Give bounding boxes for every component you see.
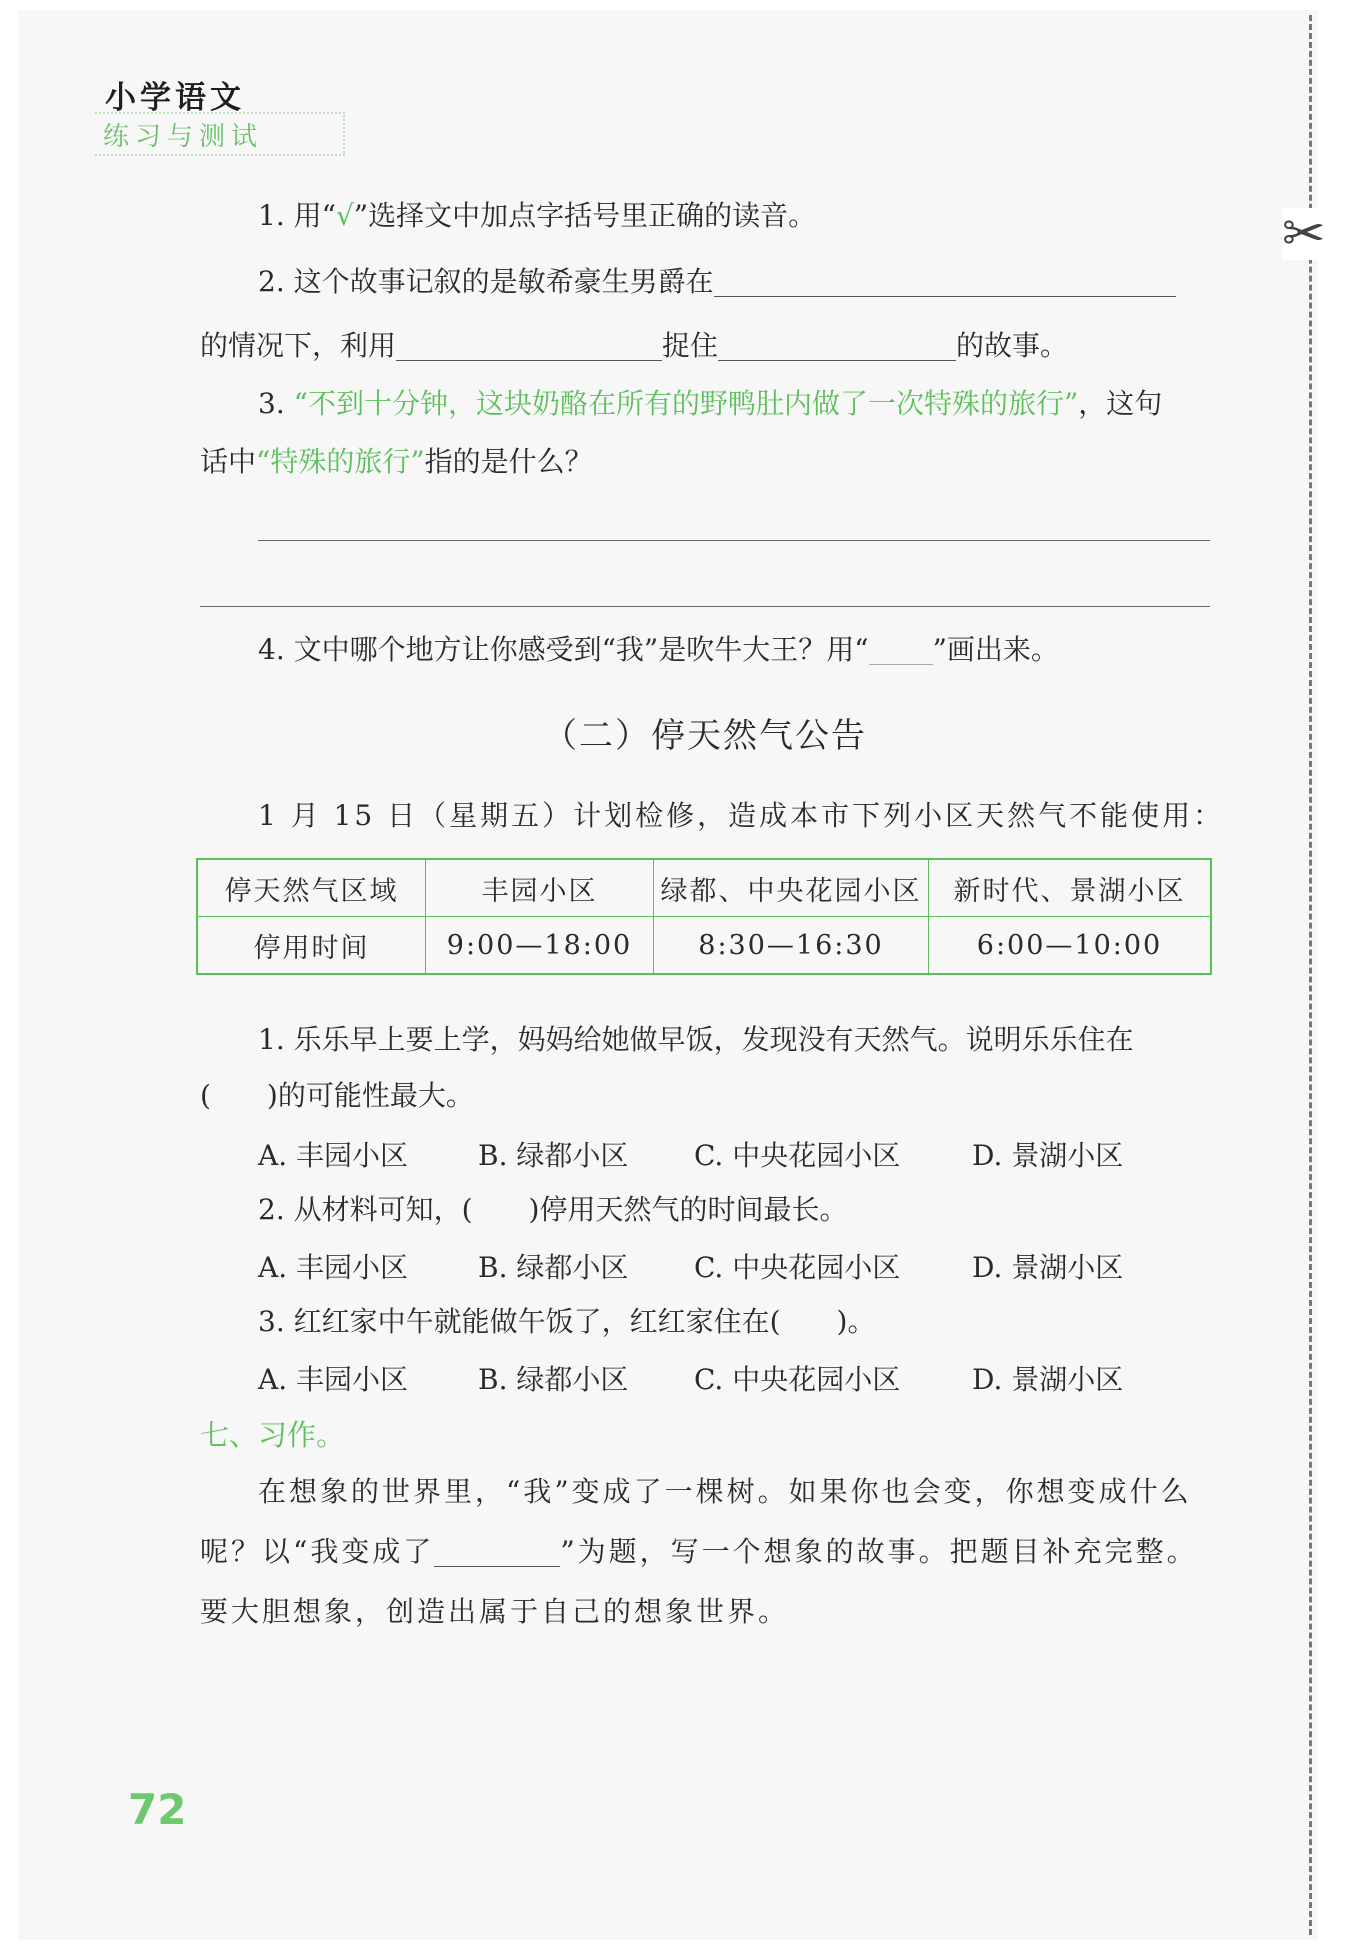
table-cell: 停天然气区域 <box>197 859 426 917</box>
writing-prompt-line-3: 要大胆想象，创造出属于自己的想象世界。 <box>200 1595 790 1628</box>
header-subtitle-box <box>95 112 345 156</box>
table-cell: 停用时间 <box>197 917 426 975</box>
writing-prompt-line-1: 在想象的世界里，“我”变成了一棵树。如果你也会变，你想变成什么 <box>258 1475 1192 1508</box>
answer-line[interactable] <box>200 606 1210 607</box>
section-title: （二）停天然气公告 <box>543 716 867 756</box>
p2-question-3: 3. 红红家中午就能做午饭了，红红家住在( )。 <box>258 1305 876 1338</box>
outage-table <box>196 858 1212 975</box>
option-a[interactable]: A. 丰园小区 <box>258 1251 409 1284</box>
writing-prompt-line-2: 呢？以“我变成了 ”为题，写一个想象的故事。把题目补充完整。 <box>200 1535 1198 1568</box>
answer-blank[interactable] <box>714 268 1176 297</box>
table-cell: 9:00—18:00 <box>426 917 654 975</box>
option-b[interactable]: B. 绿都小区 <box>478 1363 629 1396</box>
question-2-line-2: 的情况下，利用 捉住 的故事。 <box>200 329 1069 362</box>
quoted-phrase: “特殊的旅行” <box>256 445 425 478</box>
table-cell: 新时代、景湖小区 <box>929 859 1212 917</box>
option-d[interactable]: D. 景湖小区 <box>972 1363 1124 1396</box>
header-title: 小学语文 <box>105 80 245 116</box>
quoted-sentence: “不到十分钟，这块奶酪在所有的野鸭肚内做了一次特殊的旅行” <box>293 387 1079 420</box>
option-c[interactable]: C. 中央花园小区 <box>694 1251 901 1284</box>
section-7-heading: 七、习作。 <box>200 1418 346 1452</box>
option-b[interactable]: B. 绿都小区 <box>478 1251 629 1284</box>
table-cell: 绿都、中央花园小区 <box>654 859 929 917</box>
table-cell: 8:30—16:30 <box>654 917 929 975</box>
check-mark: √ <box>335 199 354 232</box>
title-blank[interactable] <box>434 1538 560 1567</box>
option-b[interactable]: B. 绿都小区 <box>478 1139 629 1172</box>
question-2-line-1: 2. 这个故事记叙的是敏希豪生男爵在 <box>258 262 1210 302</box>
option-a[interactable]: A. 丰园小区 <box>258 1363 409 1396</box>
table-row <box>197 917 1211 975</box>
answer-line[interactable] <box>258 540 1210 541</box>
question-1: 1. 用“√”选择文中加点字括号里正确的读音。 <box>258 199 817 232</box>
option-d[interactable]: D. 景湖小区 <box>972 1139 1124 1172</box>
table-cell: 6:00—10:00 <box>929 917 1212 975</box>
option-a[interactable]: A. 丰园小区 <box>258 1139 409 1172</box>
p2-question-1-line-1: 1. 乐乐早上要上学，妈妈给她做早饭，发现没有天然气。说明乐乐住在 <box>258 1023 1134 1056</box>
p2-question-2: 2. 从材料可知，( )停用天然气的时间最长。 <box>258 1193 848 1226</box>
question-3-line-2: 话中“特殊的旅行”指的是什么？ <box>200 445 593 478</box>
underline-sample <box>869 646 933 665</box>
page-number: 72 <box>128 1785 187 1834</box>
table-cell: 丰园小区 <box>426 859 654 917</box>
table-header-row <box>197 859 1211 917</box>
cut-line <box>1309 15 1312 1935</box>
option-c[interactable]: C. 中央花园小区 <box>694 1139 901 1172</box>
scissors-icon: ✂ <box>1282 204 1326 264</box>
option-c[interactable]: C. 中央花园小区 <box>694 1363 901 1396</box>
option-d[interactable]: D. 景湖小区 <box>972 1251 1124 1284</box>
p2-question-1-line-2: ( )的可能性最大。 <box>200 1079 474 1112</box>
question-4: 4. 文中哪个地方让你感受到“我”是吹牛大王？用“ ”画出来。 <box>258 633 1059 666</box>
answer-blank[interactable] <box>718 332 956 361</box>
header-subtitle: 练习与测试 <box>103 122 264 152</box>
notice-intro: 1 月 15 日（星期五）计划检修，造成本市下列小区天然气不能使用： <box>258 799 1225 832</box>
question-3-line-1: 3. “不到十分钟，这块奶酪在所有的野鸭肚内做了一次特殊的旅行”，这句 <box>258 387 1163 420</box>
answer-blank[interactable] <box>396 332 662 361</box>
